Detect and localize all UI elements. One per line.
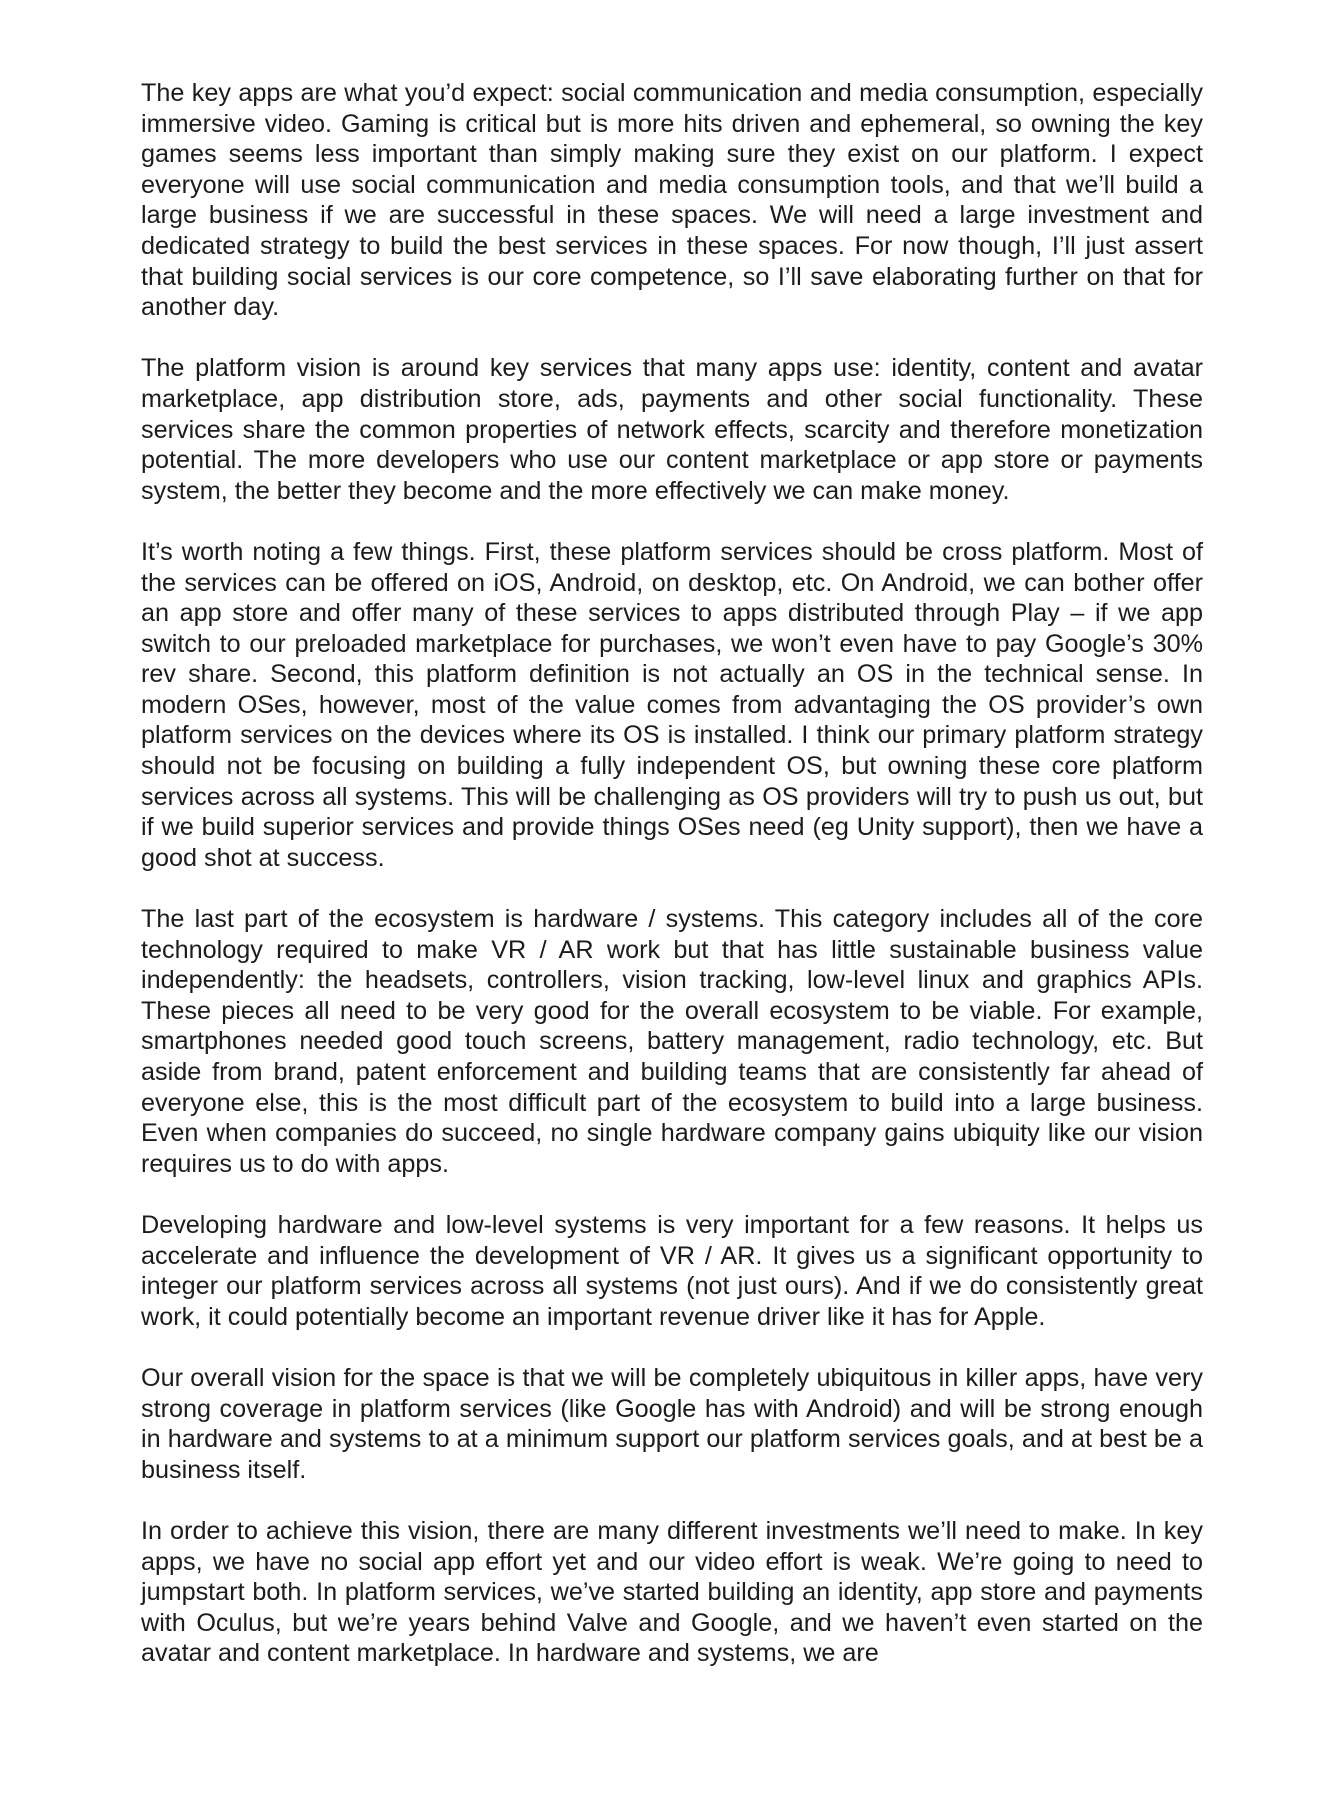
- paragraph-key-apps: The key apps are what you’d expect: social communication and media consumption, especially immersive video. Gaming is critical but is more hits driven and ephemeral, so owning the key games seems less important than simply making sure they exist on our platform. I expect everyone will use social communication and media consumption tools, and that we’ll build a large business if we are successful in these spaces. We will need a large investment and dedicated strategy to build the best services in these spaces. For now though, I’ll just assert that building social services is our core competence, so I’ll save elaborating further on that for another day.: [141, 79, 1203, 322]
- paragraph-platform-vision: The platform vision is around key services that many apps use: identity, content and avatar marketplace, app distribution store, ads, payments and other social functionality. These services share the common properties of network effects, scarcity and therefore monetization potential. The more developers who use our content marketplace or app store or payments system, the better they become and the more effectively we can make money.: [141, 354, 1203, 505]
- paragraph-developing-hardware: Developing hardware and low-level systems is very important for a few reasons. It helps us accelerate and influence the development of VR / AR. It gives us a significant opportunity to integer our platform services across all systems (not just ours). And if we do consistently great work, it could potentially become an important revenue driver like it has for Apple.: [141, 1210, 1203, 1331]
- paragraph-overall-vision: Our overall vision for the space is that we will be completely ubiquitous in killer apps, have very strong coverage in platform services (like Google has with Android) and will be strong enough in hardware and systems to at a minimum support our platform services goals, and at best be a business itself.: [141, 1363, 1203, 1484]
- paragraph-worth-noting: It’s worth noting a few things. First, these platform services should be cross platform. Most of the services can be offered on iOS, Android, on desktop, etc. On Android, we can bother offer an app store and offer many of these services to apps distributed through Play – if we app switch to our preloaded marketplace for purchases, we won’t even have to pay Google’s 30% rev share. Second, this platform definition is not actually an OS in the technical sense. In modern OSes, however, most of the value comes from advantaging the OS provider’s own platform services on the devices where its OS is installed. I think our primary platform strategy should not be focusing on building a fully independent OS, but owning these core platform services across all systems. This will be challenging as OS providers will try to push us out, but if we build superior services and provide things OSes need (eg Unity support), then we have a good shot at success.: [141, 537, 1203, 872]
- document-body: [141, 78, 1203, 1669]
- paragraph-hardware-systems: The last part of the ecosystem is hardware / systems. This category includes all of the core technology required to make VR / AR work but that has little sustainable business value independently: the headsets, controllers, vision tracking, low-level linux and graphics APIs. These pieces all need to be very good for the overall ecosystem to be viable. For example, smartphones needed good touch screens, battery management, radio technology, etc. But aside from brand, patent enforcement and building teams that are consistently far ahead of everyone else, this is the most difficult part of the ecosystem to build into a large business. Even when companies do succeed, no single hardware company gains ubiquity like our vision requires us to do with apps.: [141, 905, 1203, 1178]
- paragraph-investments: In order to achieve this vision, there are many different investments we’ll need to make. In key apps, we have no social app effort yet and our video effort is weak. We’re going to need to jumpstart both. In platform services, we’ve started building an identity, app store and payments with Oculus, but we’re years behind Valve and Google, and we haven’t even started on the avatar and content marketplace. In hardware and systems, we are: [141, 1516, 1203, 1668]
